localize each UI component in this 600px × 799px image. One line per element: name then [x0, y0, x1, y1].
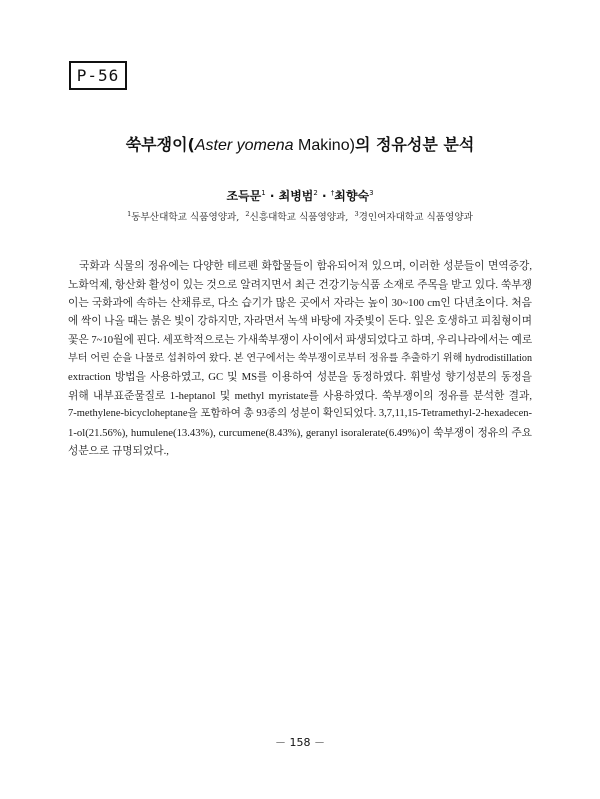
- affiliation: 경인여자대학교 식품영양과: [358, 212, 473, 224]
- affiliation-list: [0, 207, 600, 225]
- abstract-line: extraction 방법을 사용하였고, GC 및 MS를 이용하여 성분을 동정하였다. 휘발성 향기성분의 동정을: [68, 371, 532, 383]
- affiliation: 동부산대학교 식품영양과,: [131, 212, 240, 224]
- author-name: 조득문: [226, 189, 262, 203]
- title-korean-prefix: 쑥부쟁이(: [125, 135, 195, 154]
- abstract-line: 노화억제, 항산화 활성이 있는 것으로 알려지면서 최근 건강기능식품 소재로 주목을 받고 있다. 쑥부쟁: [68, 278, 532, 291]
- author-list: [0, 184, 600, 205]
- author-affiliation-mark: 3: [369, 189, 374, 197]
- abstract-line: 에 싹이 나올 때는 붉은 빛이 강하지만, 자라면서 녹색 바탕에 자줏빛이 돈다. 잎은 호생하고 피침형이며: [68, 315, 532, 327]
- title-scientific-name: Aster yomena: [194, 137, 294, 154]
- abstract-line: 부터 어린 순을 나물로 섭취하여 왔다. 본 연구에서는 쑥부쟁이로부터 정유를 추출하기 위해 hydrodistillation: [68, 352, 532, 364]
- page-number: － 158 －: [275, 736, 325, 749]
- abstract-line: 국화과 식물의 정유에는 다양한 테르펜 화합물들이 함유되어져 있으며, 이러한 성분들이 면역증강,: [79, 260, 532, 272]
- abstract-line: 위해 내부표준물질로 1-heptanol 및 methyl myristate를 사용하였다. 쑥부쟁이의 정유를 분석한 결과,: [68, 389, 532, 402]
- affiliation-mark: 3: [354, 210, 359, 218]
- corresponding-author-mark: †: [330, 189, 335, 197]
- abstract-line: 꽃은 7~10월에 핀다. 세포학적으로는 가새쑥부쟁이 사이에서 파생되었다고 하며, 우리나라에서는 예로: [68, 334, 533, 346]
- abstract-line: 성분으로 규명되었다.,: [68, 445, 169, 457]
- affiliation-mark: 2: [245, 210, 250, 218]
- title-korean-suffix: 의 정유성분 분석: [354, 135, 475, 154]
- poster-number: P-56: [76, 66, 120, 85]
- author-name: 최향숙: [334, 189, 370, 203]
- affiliation: 신흥대학교 식품영양과,: [249, 212, 349, 224]
- abstract-line: 1-ol(21.56%), humulene(13.43%), curcumene(8.43%), geranyl isoralerate(6.49%)이 쑥부쟁이 정유의 주요: [68, 426, 532, 439]
- abstract-line: 7-methylene-bicycloheptane을 포함하여 총 93종의 성분이 확인되었다. 3,7,11,15-Tetramethyl-2-hexadecen-: [68, 408, 532, 419]
- affiliation-mark: 1: [127, 210, 132, 218]
- abstract-line: 이는 국화과에 속하는 산채류로, 다소 습기가 많은 곳에서 자라는 높이 30~100 cm인 다년초이다. 처음: [68, 297, 532, 309]
- author-name: 최병범: [278, 189, 314, 203]
- author-separator: ·: [317, 189, 331, 203]
- poster-number-box: [69, 61, 127, 90]
- paper-title: [0, 133, 600, 158]
- title-authority: Makino): [293, 137, 355, 154]
- author-separator: ·: [265, 189, 279, 203]
- author-affiliation-mark: 1: [261, 189, 266, 197]
- author-affiliation-mark: 2: [313, 189, 318, 197]
- abstract-body: [68, 257, 532, 461]
